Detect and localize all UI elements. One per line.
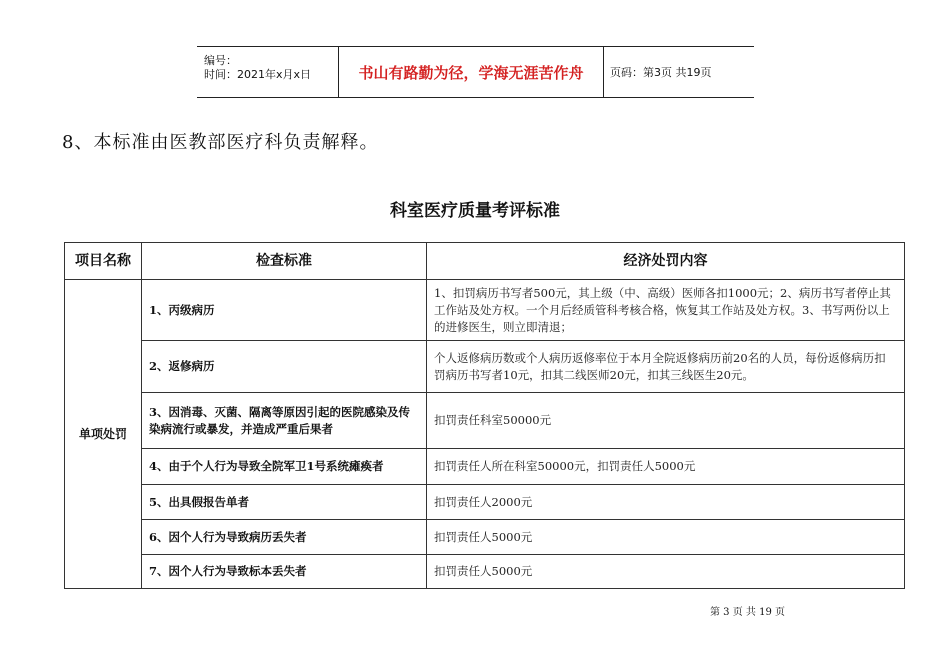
standard-cell: 5、出具假报告单者	[142, 485, 427, 520]
penalty-cell: 扣罚责任人所在科室50000元，扣罚责任人5000元	[427, 449, 905, 485]
header-motto: 书山有路勤为径，学海无涯苦作舟	[339, 47, 604, 97]
standard-cell: 2、返修病历	[142, 341, 427, 393]
evaluation-table	[64, 242, 905, 589]
page-footer: 第 3 页 共 19 页	[710, 607, 785, 618]
clause-8: 8、本标准由医教部医疗科负责解释。	[62, 132, 379, 153]
penalty-cell: 1、扣罚病历书写者500元，其上级（中、高级）医师各扣1000元；2、病历书写者停止其工作站及处方权。一个月后经质管科考核合格，恢复其工作站及处方权。3、书写两份以上的进修医生，则立即清退；	[427, 280, 905, 341]
penalty-cell: 扣罚责任科室50000元	[427, 393, 905, 449]
table-row	[65, 555, 905, 589]
category-cell: 单项处罚	[65, 280, 142, 589]
standard-cell: 3、因消毒、灭菌、隔离等原因引起的医院感染及传染病流行或暴发，并造成严重后果者	[142, 393, 427, 449]
standard-cell: 6、因个人行为导致病历丢失者	[142, 520, 427, 555]
table-row	[65, 485, 905, 520]
penalty-cell: 扣罚责任人5000元	[427, 520, 905, 555]
penalty-cell: 扣罚责任人5000元	[427, 555, 905, 589]
header-time: 时间：2021年x月x日	[204, 68, 312, 81]
col-header-penalty: 经济处罚内容	[427, 243, 905, 280]
header-page: 页码：第3页 共19页	[610, 66, 712, 79]
penalty-cell: 扣罚责任人2000元	[427, 485, 905, 520]
header-number: 编号：	[204, 54, 237, 67]
table-row	[65, 341, 905, 393]
table-row	[65, 449, 905, 485]
col-header-item: 项目名称	[65, 243, 142, 280]
standard-cell: 4、由于个人行为导致全院军卫1号系统瘫痪者	[142, 449, 427, 485]
table-row	[65, 520, 905, 555]
col-header-standard: 检查标准	[142, 243, 427, 280]
standard-cell: 1、丙级病历	[142, 280, 427, 341]
standard-cell: 7、因个人行为导致标本丢失者	[142, 555, 427, 589]
table-header-row	[65, 243, 905, 280]
table-row	[65, 393, 905, 449]
table-row	[65, 280, 905, 341]
page-header	[197, 46, 754, 98]
header-meta	[197, 47, 339, 97]
penalty-cell: 个人返修病历数或个人病历返修率位于本月全院返修病历前20名的人员，每份返修病历扣罚病历书写者10元，扣其二线医师20元，扣其三线医生20元。	[427, 341, 905, 393]
page-title: 科室医疗质量考评标准	[390, 201, 560, 221]
